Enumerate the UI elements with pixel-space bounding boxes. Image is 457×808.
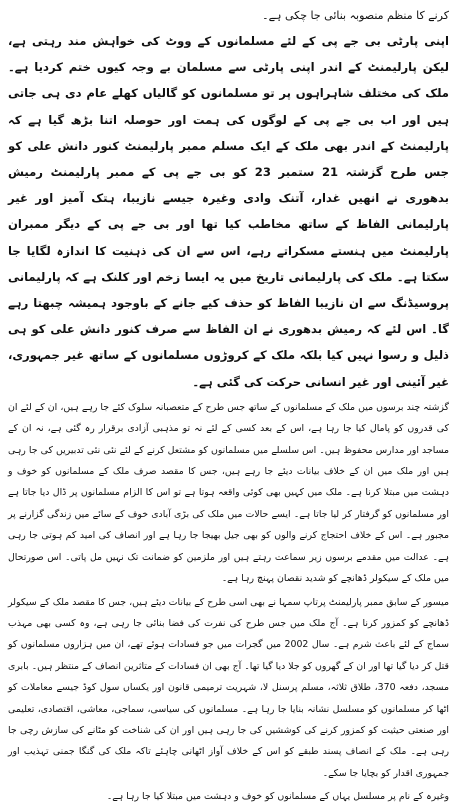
body-section — [8, 397, 449, 808]
body-paragraph-2: میسور کے سابق ممبر پارلیمنٹ پرتاپ سمہا نے بھی اسی طرح کے بیانات دیئے ہیں، جس کا مقصد ملک کے سیکولر ڈھانچے کو کمزور کرنا ہے۔ آج ملک میں جس طرح کی نفرت کی فضا بنائی جا رہی ہے، وہ کسی بھی مہذب سماج کے لئے باعث شرم ہے۔ سال 2002 میں گجرات میں جو فسادات ہوئے تھے، ان میں ہزاروں مسلمانوں کو قتل کر دیا گیا تھا اور ان کے گھروں کو جلا دیا گیا تھا۔ آج بھی ان فسادات کے متاثرین انصاف کے منتظر ہیں۔ بابری مسجد، دفعہ 370، طلاق ثلاثہ، مسلم پرسنل لا، شہریت ترمیمی قانون اور یکساں سول کوڈ جیسے معاملات کو اٹھا کر مسلمانوں کو مسلسل نشانہ بنایا جا رہا ہے۔ مسلمانوں کی سیاسی، سماجی، معاشی، اقتصادی، تعلیمی اور صنعتی حیثیت کو کمزور کرنے کی کوششیں کی جا رہی ہیں اور ان کی شناخت کو مٹانے کی سازش رچی جا رہی ہے۔ ملک کے انصاف پسند طبقے کو اس کے خلاف آواز اٹھانی چاہئے تاکہ ملک کی گنگا جمنی تہذیب اور جمہوری اقدار کو بچایا جا سکے۔ — [8, 596, 449, 779]
continuation-line: کرنے کا منظم منصوبہ بنائی جا چکی ہے۔ — [262, 9, 449, 22]
lead-paragraph: اپنی پارٹی بی جے پی کے لئے مسلمانوں کے ووٹ کی خواہش مند رہتی ہے، لیکن پارلیمنٹ کے اندر اپنی پارٹی سے مسلمان بے وجہ کیوں ختم کردیا ہے۔ ملک کی مختلف شاہراہوں پر تو مسلمانوں کو گالیاں کھلے عام دی ہی جاتی ہیں اور اب بی جے پی کے لوگوں کی ہمت اور حوصلہ اتنا بڑھ گیا ہے کہ پارلیمنٹ کے اندر بھی ملک کے ایک مسلم ممبر پارلیمنٹ کنور دانش علی کو جس طرح گزشتہ 21 ستمبر 23 کو بی جے پی کے ممبر پارلیمنٹ رمیش بدھوری نے انھیں غدار، آتنک وادی وغیرہ جیسے نازیبا، ہتک آمیز اور غیر پارلیمانی الفاظ کے ساتھ مخاطب کیا تھا اور بی جے پی کے دیگر ممبران پارلیمنٹ میں ہنستے مسکراتے رہے، اس سے ان کی ذہنیت کا اندازہ لگایا جا سکتا ہے۔ ملک کی پارلیمانی تاریخ میں یہ ایسا زخم اور کلنک ہے کہ پارلیمانی پروسیڈنگ سے ان نازیبا الفاظ کو حذف کیے جانے کے باوجود ہمیشہ چبھتا رہے گا۔ اس لئے کہ رمیش بدھوری نے ان الفاظ سے صرف کنور دانش علی کو ہی ذلیل و رسوا نہیں کیا بلکہ ملک کے کروڑوں مسلمانوں کے ساتھ غیر جمہوری، غیر آئینی اور غیر انسانی حرکت کی گئی ہے۔ — [8, 34, 449, 389]
body-paragraph-3: وغیرہ کے نام پر مسلسل یہاں کے مسلمانوں کو خوف و دہشت میں مبتلا کیا جا رہا ہے۔ — [106, 791, 449, 803]
lead-section — [8, 28, 449, 395]
body-paragraph-1: گزشتہ چند برسوں میں ملک کے مسلمانوں کے ساتھ جس طرح کے متعصبانہ سلوک کئے جا رہے ہیں، ان کے لئے ان کی قدروں کو پامال کیا جا رہا ہے، اس کے بعد کسی کے لئے نہ تو مذہبی آزادی برقرار رہ گئی ہے، نہ ان کے مساجد اور مدارس محفوظ ہیں۔ اس سلسلے میں مسلمانوں کو مشتعل کرنے کے لئے نئی نئی تدبیریں کی جا رہی ہیں اور ملک میں ان کے خلاف بیانات دیئے جا رہے ہیں، جس کا مقصد صرف ملک کے مسلمانوں کو خوف و دہشت میں مبتلا کرنا ہے۔ ملک میں کہیں بھی کوئی واقعہ ہوتا ہے تو اس کا الزام مسلمانوں پر ڈال دیا جاتا ہے اور مسلمانوں کو گرفتار کر لیا جاتا ہے۔ ایسے حالات میں ملک کی بڑی آبادی خوف کے سائے میں زندگی گزارنے پر مجبور ہے۔ اس کے خلاف احتجاج کرنے والوں کو بھی جیل بھیجا جا رہا ہے اور انصاف کی امید کم ہوتی جا رہی ہے۔ عدالت میں مقدمے برسوں زیر سماعت رہتے ہیں اور ملزمین کو ضمانت تک نہیں مل پاتی۔ اس صورتحال میں ملک کے سیکولر ڈھانچے کو شدید نقصان پہنچ رہا ہے۔ — [8, 401, 449, 585]
